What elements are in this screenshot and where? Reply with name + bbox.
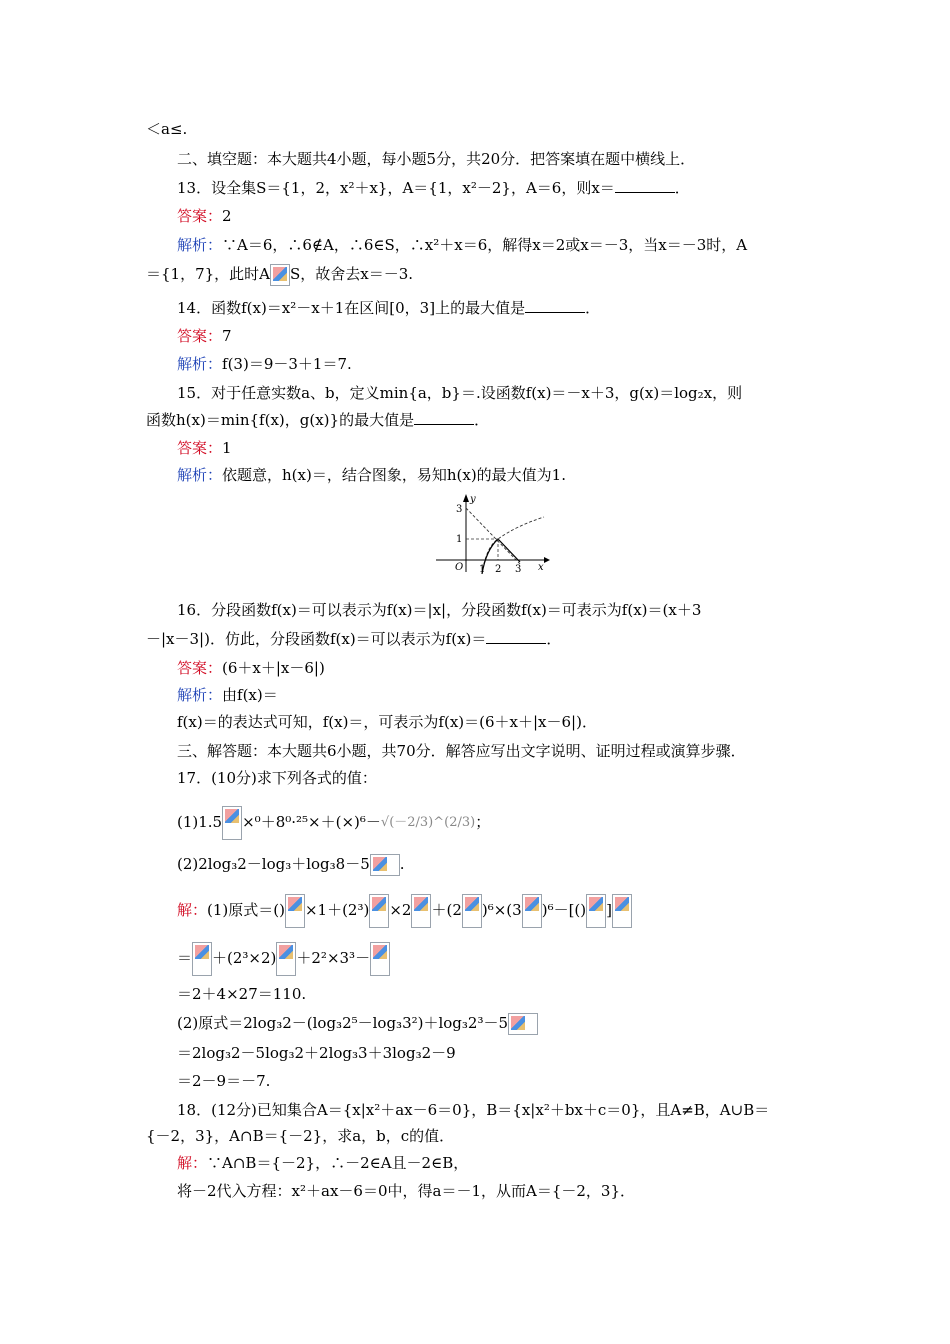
answer-14: 答案：7	[177, 327, 232, 345]
question-18-cont: {－2，3}，A∩B＝{－2}，求a，b，c的值．	[146, 1127, 455, 1145]
solution-17-line6: ＝2－9＝－7.	[177, 1072, 271, 1090]
question-16: 16．分段函数f(x)＝可以表示为f(x)＝|x|，分段函数f(x)＝可表示为f(x)＝(x＋3	[177, 601, 702, 619]
y-tick-1: 1	[456, 534, 463, 545]
formula-image-icon	[285, 894, 305, 928]
formula-image-icon	[370, 942, 390, 976]
analysis-14: 解析：f(3)＝9－3＋1＝7.	[177, 355, 352, 373]
solution-18-line1: 解：∵A∩B＝{－2}，∴－2∈A且－2∈B，	[177, 1154, 469, 1172]
question-15: 15．对于任意实数a、b，定义min{a，b}＝.设函数f(x)＝－x＋3，g(x)＝log₂x，则	[177, 384, 743, 402]
analysis-13: 解析：∵A＝6，∴6∉A，∴6∈S，∴x²＋x＝6，解得x＝2或x＝－3，当x＝－3时，A	[177, 236, 748, 254]
question-17-part2: (2)2log₃2－log₃＋log₃8－5 .	[177, 853, 405, 876]
x-axis-label: x	[538, 562, 544, 573]
analysis-15: 解析：依题意，h(x)＝，结合图象，易知h(x)的最大值为1.	[177, 466, 566, 484]
formula-image-icon	[508, 1013, 538, 1035]
question-17: 17．(10分)求下列各式的值：	[177, 769, 377, 787]
function-graph	[432, 492, 550, 574]
solution-17-line2: ＝ ＋(2³×2) ＋2²×3³－	[177, 942, 390, 976]
solution-17-line4: (2)原式＝2log₃2－(log₃2⁵－log₃3²)＋log₃2³－5	[177, 1012, 538, 1035]
x-tick-1: 1	[479, 564, 486, 574]
question-17-part1: (1)1.5 ×⁰＋8⁰·²⁵×＋(×)⁶－√(－2/3)^(2/3)；	[177, 806, 490, 840]
formula-image-icon	[522, 894, 542, 928]
formula-image-icon	[462, 894, 482, 928]
solution-17-line3: ＝2＋4×27＝110.	[177, 985, 307, 1003]
analysis-13-cont: ＝{1，7}，此时A S，故舍去x＝－3.	[146, 263, 413, 286]
answer-blank	[486, 629, 546, 644]
formula-image-icon	[192, 942, 212, 976]
question-13: 13．设全集S＝{1，2，x²＋x}，A＝{1，x²－2}，A＝6，则x＝ ．	[177, 179, 690, 197]
origin-label: O	[455, 562, 464, 573]
formula-image-icon	[586, 894, 606, 928]
question-14: 14．函数f(x)＝x²－x＋1在区间[0，3]上的最大值是 ．	[177, 299, 601, 317]
solution-17-line1: 解：(1)原式＝() ×1＋(2³) ×2 ＋(2 )⁶×(3 )⁶－[() ]	[177, 894, 632, 928]
question-15-cont: 函数h(x)＝min{f(x)，g(x)}的最大值是 ．	[146, 411, 490, 429]
analysis-16-cont: f(x)＝的表达式可知，f(x)＝，可表示为f(x)＝(6＋x＋|x－6|)．	[177, 713, 597, 731]
prev-fragment: ＜a≤.	[146, 120, 188, 138]
answer-blank	[615, 178, 675, 193]
formula-image-icon	[270, 264, 290, 286]
answer-blank	[414, 410, 474, 425]
x-tick-2: 2	[495, 564, 502, 574]
section-heading-fill: 二、填空题：本大题共4小题，每小题5分，共20分．把答案填在题中横线上．	[177, 150, 696, 168]
question-18: 18．(12分)已知集合A＝{x|x²＋ax－6＝0}，B＝{x|x²＋bx＋c＝0}，且A≠B，A∪B＝	[177, 1101, 770, 1119]
formula-image-icon	[369, 894, 389, 928]
answer-16: 答案：(6＋x＋|x－6|)	[177, 659, 325, 677]
x-tick-3: 3	[515, 564, 522, 574]
answer-13: 答案：2	[177, 207, 232, 225]
formula-image-icon	[222, 806, 242, 840]
answer-15: 答案：1	[177, 439, 232, 457]
section-heading-solve: 三、解答题：本大题共6小题，共70分．解答应写出文字说明、证明过程或演算步骤．	[177, 742, 746, 760]
answer-blank	[525, 298, 585, 313]
solution-18-line2: 将－2代入方程：x²＋ax－6＝0中，得a＝－1，从而A＝{－2，3}．	[177, 1182, 636, 1200]
y-axis-label: y	[470, 494, 476, 505]
question-16-cont: －|x－3|)．仿此，分段函数f(x)＝可以表示为f(x)＝ ．	[146, 630, 562, 648]
analysis-16: 解析：由f(x)＝	[177, 686, 278, 704]
solution-17-line5: ＝2log₃2－5log₃2＋2log₃3＋3log₃2－9	[177, 1044, 456, 1062]
formula-image-icon	[612, 894, 632, 928]
radical-expression: √(－2/3)^(2/3)	[380, 815, 476, 830]
formula-image-icon	[370, 854, 400, 876]
formula-image-icon	[276, 942, 296, 976]
y-tick-3: 3	[456, 504, 463, 515]
formula-image-icon	[411, 894, 431, 928]
